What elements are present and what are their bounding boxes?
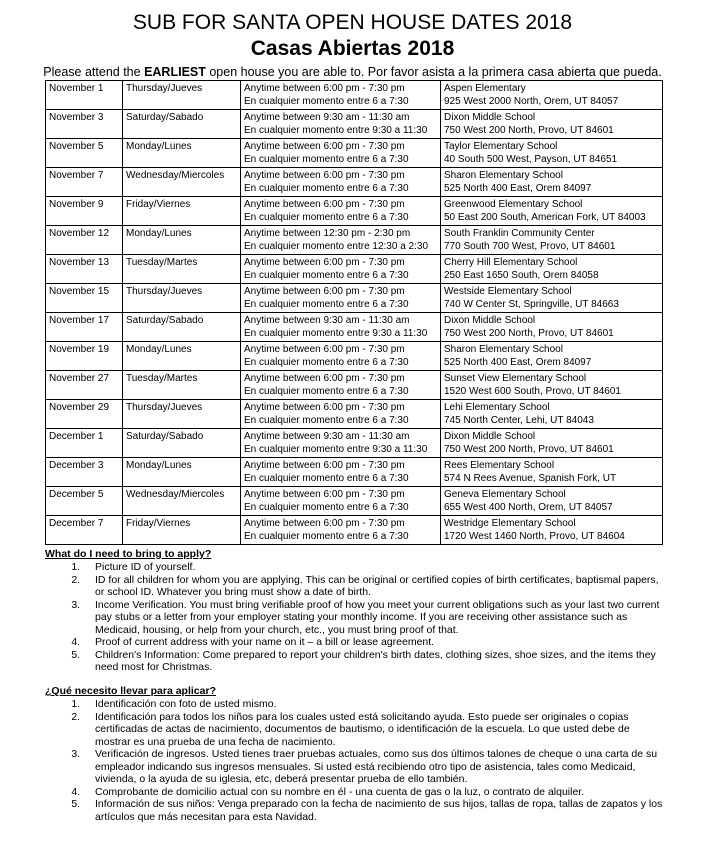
day-cell: [123, 400, 241, 429]
day-cell: [123, 226, 241, 255]
date-text: November 3: [49, 112, 104, 123]
day-text: Tuesday/Martes: [126, 257, 198, 268]
location-address: 50 East 200 South, American Fork, UT 84003: [444, 212, 646, 223]
day-cell: [123, 110, 241, 139]
time-spanish: En cualquier momento entre 12:30 a 2:30: [244, 241, 429, 252]
time-spanish: En cualquier momento entre 9:30 a 11:30: [244, 125, 428, 136]
time-spanish: En cualquier momento entre 6 a 7:30: [244, 473, 409, 484]
day-cell: [123, 139, 241, 168]
intro-text: [0, 64, 705, 80]
time-english: Anytime between 6:00 pm - 7:30 pm: [244, 286, 405, 297]
schedule-row: [46, 284, 663, 313]
location-address: 740 W Center St, Springville, UT 84663: [444, 299, 619, 310]
time-spanish: En cualquier momento entre 6 a 7:30: [244, 96, 409, 107]
day-text: Thursday/Jueves: [126, 286, 203, 297]
time-english: Anytime between 6:00 pm - 7:30 pm: [244, 83, 405, 94]
day-cell: [123, 168, 241, 197]
requirements-list-en: [45, 561, 665, 674]
time-cell: [241, 400, 441, 429]
day-text: Monday/Lunes: [126, 460, 192, 471]
requirement-item: 2. ID for all children for whom you are applying. This can be original or certified copies of birth certificates, baptismal papers, or school ID. Whatever you bring must show a date of birth.: [83, 574, 665, 599]
location-address: 250 East 1650 South, Orem 84058: [444, 270, 599, 281]
location-address: 40 South 500 West, Payson, UT 84651: [444, 154, 618, 165]
time-english: Anytime between 6:00 pm - 7:30 pm: [244, 518, 405, 529]
location-address: 750 West 200 North, Provo, UT 84601: [444, 328, 614, 339]
location-cell: [441, 226, 663, 255]
location-cell: [441, 110, 663, 139]
location-name: Taylor Elementary School: [444, 141, 558, 152]
day-text: Friday/Viernes: [126, 518, 191, 529]
location-address: 574 N Rees Avenue, Spanish Fork, UT: [444, 473, 617, 484]
day-cell: [123, 284, 241, 313]
location-cell: [441, 429, 663, 458]
location-name: Greenwood Elementary School: [444, 199, 583, 210]
day-text: Monday/Lunes: [126, 228, 192, 239]
date-cell: [46, 516, 123, 545]
schedule-row: [46, 110, 663, 139]
date-cell: [46, 168, 123, 197]
schedule-row: [46, 487, 663, 516]
day-text: Saturday/Sabado: [126, 315, 204, 326]
schedule-row: [46, 168, 663, 197]
date-text: November 5: [49, 141, 104, 152]
requirement-item: 5. Información de sus niños: Venga preparado con la fecha de nacimiento de sus hijos, tallas de ropa, tallas de zapatos y los artículos que más necesitan para esta Navidad.: [83, 798, 665, 823]
location-name: Dixon Middle School: [444, 112, 536, 123]
location-cell: [441, 168, 663, 197]
location-name: Lehi Elementary School: [444, 402, 550, 413]
time-cell: [241, 429, 441, 458]
day-cell: [123, 458, 241, 487]
time-cell: [241, 487, 441, 516]
time-english: Anytime between 6:00 pm - 7:30 pm: [244, 141, 405, 152]
date-text: November 12: [49, 228, 110, 239]
location-cell: [441, 516, 663, 545]
requirement-item: 1. Picture ID of yourself.: [83, 561, 665, 574]
time-spanish: En cualquier momento entre 6 a 7:30: [244, 299, 409, 310]
location-name: Sharon Elementary School: [444, 170, 563, 181]
time-cell: [241, 226, 441, 255]
location-name: Sunset View Elementary School: [444, 373, 587, 384]
time-english: Anytime between 9:30 am - 11:30 am: [244, 431, 410, 442]
date-text: December 3: [49, 460, 104, 471]
date-cell: [46, 400, 123, 429]
location-address: 750 West 200 North, Provo, UT 84601: [444, 125, 614, 136]
requirements-heading-es: ¿Qué necesito llevar para aplicar?: [45, 685, 216, 697]
time-english: Anytime between 6:00 pm - 7:30 pm: [244, 460, 405, 471]
time-spanish: En cualquier momento entre 6 a 7:30: [244, 154, 409, 165]
requirements-english: [45, 548, 665, 674]
time-spanish: En cualquier momento entre 6 a 7:30: [244, 212, 409, 223]
location-name: Aspen Elementary: [444, 83, 526, 94]
schedule-row: [46, 81, 663, 110]
location-address: 1720 West 1460 North, Provo, UT 84604: [444, 531, 625, 542]
location-name: Rees Elementary School: [444, 460, 555, 471]
location-address: 525 North 400 East, Orem 84097: [444, 183, 592, 194]
date-cell: [46, 313, 123, 342]
location-cell: [441, 458, 663, 487]
time-cell: [241, 458, 441, 487]
location-cell: [441, 197, 663, 226]
schedule-row: [46, 342, 663, 371]
requirement-item: 4. Proof of current address with your name on it – a bill or lease agreement.: [83, 636, 665, 649]
time-spanish: En cualquier momento entre 6 a 7:30: [244, 415, 409, 426]
date-cell: [46, 110, 123, 139]
schedule-row: [46, 197, 663, 226]
date-cell: [46, 342, 123, 371]
time-english: Anytime between 6:00 pm - 7:30 pm: [244, 170, 405, 181]
day-cell: [123, 487, 241, 516]
location-address: 770 South 700 West, Provo, UT 84601: [444, 241, 616, 252]
day-text: Saturday/Sabado: [126, 431, 204, 442]
time-cell: [241, 139, 441, 168]
location-cell: [441, 139, 663, 168]
day-cell: [123, 255, 241, 284]
time-english: Anytime between 6:00 pm - 7:30 pm: [244, 257, 405, 268]
date-cell: [46, 284, 123, 313]
intro-emphasis: EARLIEST: [144, 65, 206, 79]
location-cell: [441, 487, 663, 516]
requirement-item: 2. Identificación para todos los niños para los cuales usted está solicitando ayuda. Esto puede ser originales o copias certificadas de actas de nacimiento, documentos de bautismo, o identificación de la escuela. Lo que usted debe de mostrar es una prueba de una fecha de nacimiento.: [83, 711, 665, 749]
schedule-table: [45, 80, 663, 545]
day-cell: [123, 81, 241, 110]
schedule-row: [46, 139, 663, 168]
schedule-row: [46, 429, 663, 458]
location-cell: [441, 400, 663, 429]
date-cell: [46, 81, 123, 110]
location-name: Dixon Middle School: [444, 315, 536, 326]
time-english: Anytime between 6:00 pm - 7:30 pm: [244, 489, 405, 500]
date-text: December 7: [49, 518, 104, 529]
requirements-list-es: [45, 698, 665, 823]
requirement-item: 3. Income Verification. You must bring verifiable proof of how you meet your current obligations such as your last two current pay stubs or a letter from your employer stating your monthly income. If you are receiving other assistance such as Medicaid, housing, or help from your church, etc., you must bring proof of that.: [83, 599, 665, 637]
schedule-row: [46, 226, 663, 255]
time-spanish: En cualquier momento entre 6 a 7:30: [244, 183, 409, 194]
day-text: Tuesday/Martes: [126, 373, 198, 384]
day-cell: [123, 342, 241, 371]
time-english: Anytime between 6:00 pm - 7:30 pm: [244, 199, 405, 210]
requirements-spanish: [45, 685, 665, 823]
time-english: Anytime between 6:00 pm - 7:30 pm: [244, 373, 405, 384]
requirement-item: 1. Identificación con foto de usted mismo.: [83, 698, 665, 711]
day-text: Thursday/Jueves: [126, 83, 203, 94]
day-cell: [123, 516, 241, 545]
schedule-row: [46, 516, 663, 545]
location-address: 925 West 2000 North, Orem, UT 84057: [444, 96, 619, 107]
location-address: 655 West 400 North, Orem, UT 84057: [444, 502, 613, 513]
location-name: Sharon Elementary School: [444, 344, 563, 355]
time-cell: [241, 284, 441, 313]
date-text: November 13: [49, 257, 110, 268]
date-cell: [46, 197, 123, 226]
time-cell: [241, 342, 441, 371]
date-text: November 17: [49, 315, 110, 326]
time-english: Anytime between 12:30 pm - 2:30 pm: [244, 228, 411, 239]
time-spanish: En cualquier momento entre 6 a 7:30: [244, 531, 409, 542]
date-text: November 19: [49, 344, 110, 355]
time-cell: [241, 81, 441, 110]
time-cell: [241, 313, 441, 342]
page-title: SUB FOR SANTA OPEN HOUSE DATES 2018: [132, 11, 573, 34]
schedule-row: [46, 371, 663, 400]
location-cell: [441, 284, 663, 313]
time-english: Anytime between 6:00 pm - 7:30 pm: [244, 344, 405, 355]
date-cell: [46, 458, 123, 487]
day-cell: [123, 197, 241, 226]
schedule-row: [46, 400, 663, 429]
time-cell: [241, 371, 441, 400]
time-spanish: En cualquier momento entre 9:30 a 11:30: [244, 328, 428, 339]
time-spanish: En cualquier momento entre 6 a 7:30: [244, 502, 409, 513]
day-text: Thursday/Jueves: [126, 402, 203, 413]
location-address: 1520 West 600 South, Provo, UT 84601: [444, 386, 621, 397]
time-english: Anytime between 6:00 pm - 7:30 pm: [244, 402, 405, 413]
location-name: Cherry Hill Elementary School: [444, 257, 578, 268]
schedule-row: [46, 313, 663, 342]
requirement-item: 3. Verificación de ingresos. Usted tienes traer pruebas actuales, como sus dos últimos talones de cheque o una carta de su empleador indicando sus ingresos mensuales. Si usted está recibiendo otro tipo de asistencia, tales como Medicaid, vivienda, o la ayuda de su iglesia, etc, deberá presentar prueba de ello también.: [83, 748, 665, 786]
schedule-row: [46, 255, 663, 284]
date-text: November 1: [49, 83, 104, 94]
time-cell: [241, 516, 441, 545]
location-name: Dixon Middle School: [444, 431, 536, 442]
day-cell: [123, 371, 241, 400]
schedule-row: [46, 458, 663, 487]
time-spanish: En cualquier momento entre 6 a 7:30: [244, 357, 409, 368]
location-cell: [441, 313, 663, 342]
time-english: Anytime between 9:30 am - 11:30 am: [244, 315, 410, 326]
date-text: November 9: [49, 199, 104, 210]
location-cell: [441, 342, 663, 371]
location-address: 750 West 200 North, Provo, UT 84601: [444, 444, 614, 455]
day-text: Saturday/Sabado: [126, 112, 204, 123]
date-text: November 27: [49, 373, 110, 384]
date-cell: [46, 255, 123, 284]
location-address: 525 North 400 East, Orem 84097: [444, 357, 592, 368]
time-cell: [241, 110, 441, 139]
time-english: Anytime between 9:30 am - 11:30 am: [244, 112, 410, 123]
date-cell: [46, 429, 123, 458]
time-spanish: En cualquier momento entre 6 a 7:30: [244, 386, 409, 397]
day-text: Monday/Lunes: [126, 141, 192, 152]
day-text: Monday/Lunes: [126, 344, 192, 355]
day-cell: [123, 429, 241, 458]
date-cell: [46, 487, 123, 516]
requirements-heading-en: What do I need to bring to apply?: [45, 548, 212, 560]
location-name: Geneva Elementary School: [444, 489, 566, 500]
intro-before: Please attend the: [43, 65, 145, 79]
time-cell: [241, 255, 441, 284]
location-name: Westside Elementary School: [444, 286, 572, 297]
date-cell: [46, 371, 123, 400]
location-cell: [441, 81, 663, 110]
day-text: Friday/Viernes: [126, 199, 191, 210]
date-text: November 15: [49, 286, 110, 297]
location-name: South Franklin Community Center: [444, 228, 595, 239]
date-text: December 1: [49, 431, 104, 442]
intro-after: open house you are able to. Por favor asista a la primera casa abierta que pueda.: [205, 65, 662, 79]
time-cell: [241, 197, 441, 226]
day-cell: [123, 313, 241, 342]
requirement-item: 5. Children's Information: Come prepared to report your children's birth dates, clothing sizes, shoe sizes, and the items they need most for Christmas.: [83, 649, 665, 674]
time-spanish: En cualquier momento entre 6 a 7:30: [244, 270, 409, 281]
time-cell: [241, 168, 441, 197]
location-cell: [441, 255, 663, 284]
location-name: Westridge Elementary School: [444, 518, 576, 529]
date-cell: [46, 226, 123, 255]
location-cell: [441, 371, 663, 400]
location-address: 745 North Center, Lehi, UT 84043: [444, 415, 594, 426]
day-text: Wednesday/Miercoles: [126, 489, 225, 500]
date-cell: [46, 139, 123, 168]
day-text: Wednesday/Miercoles: [126, 170, 225, 181]
date-text: December 5: [49, 489, 104, 500]
time-spanish: En cualquier momento entre 9:30 a 11:30: [244, 444, 428, 455]
date-text: November 7: [49, 170, 104, 181]
date-text: November 29: [49, 402, 110, 413]
page-subtitle: Casas Abiertas 2018: [250, 37, 455, 60]
requirement-item: 4. Comprobante de domicilio actual con su nombre en él - una cuenta de gas o la luz, o contrato de alquiler.: [83, 786, 665, 799]
